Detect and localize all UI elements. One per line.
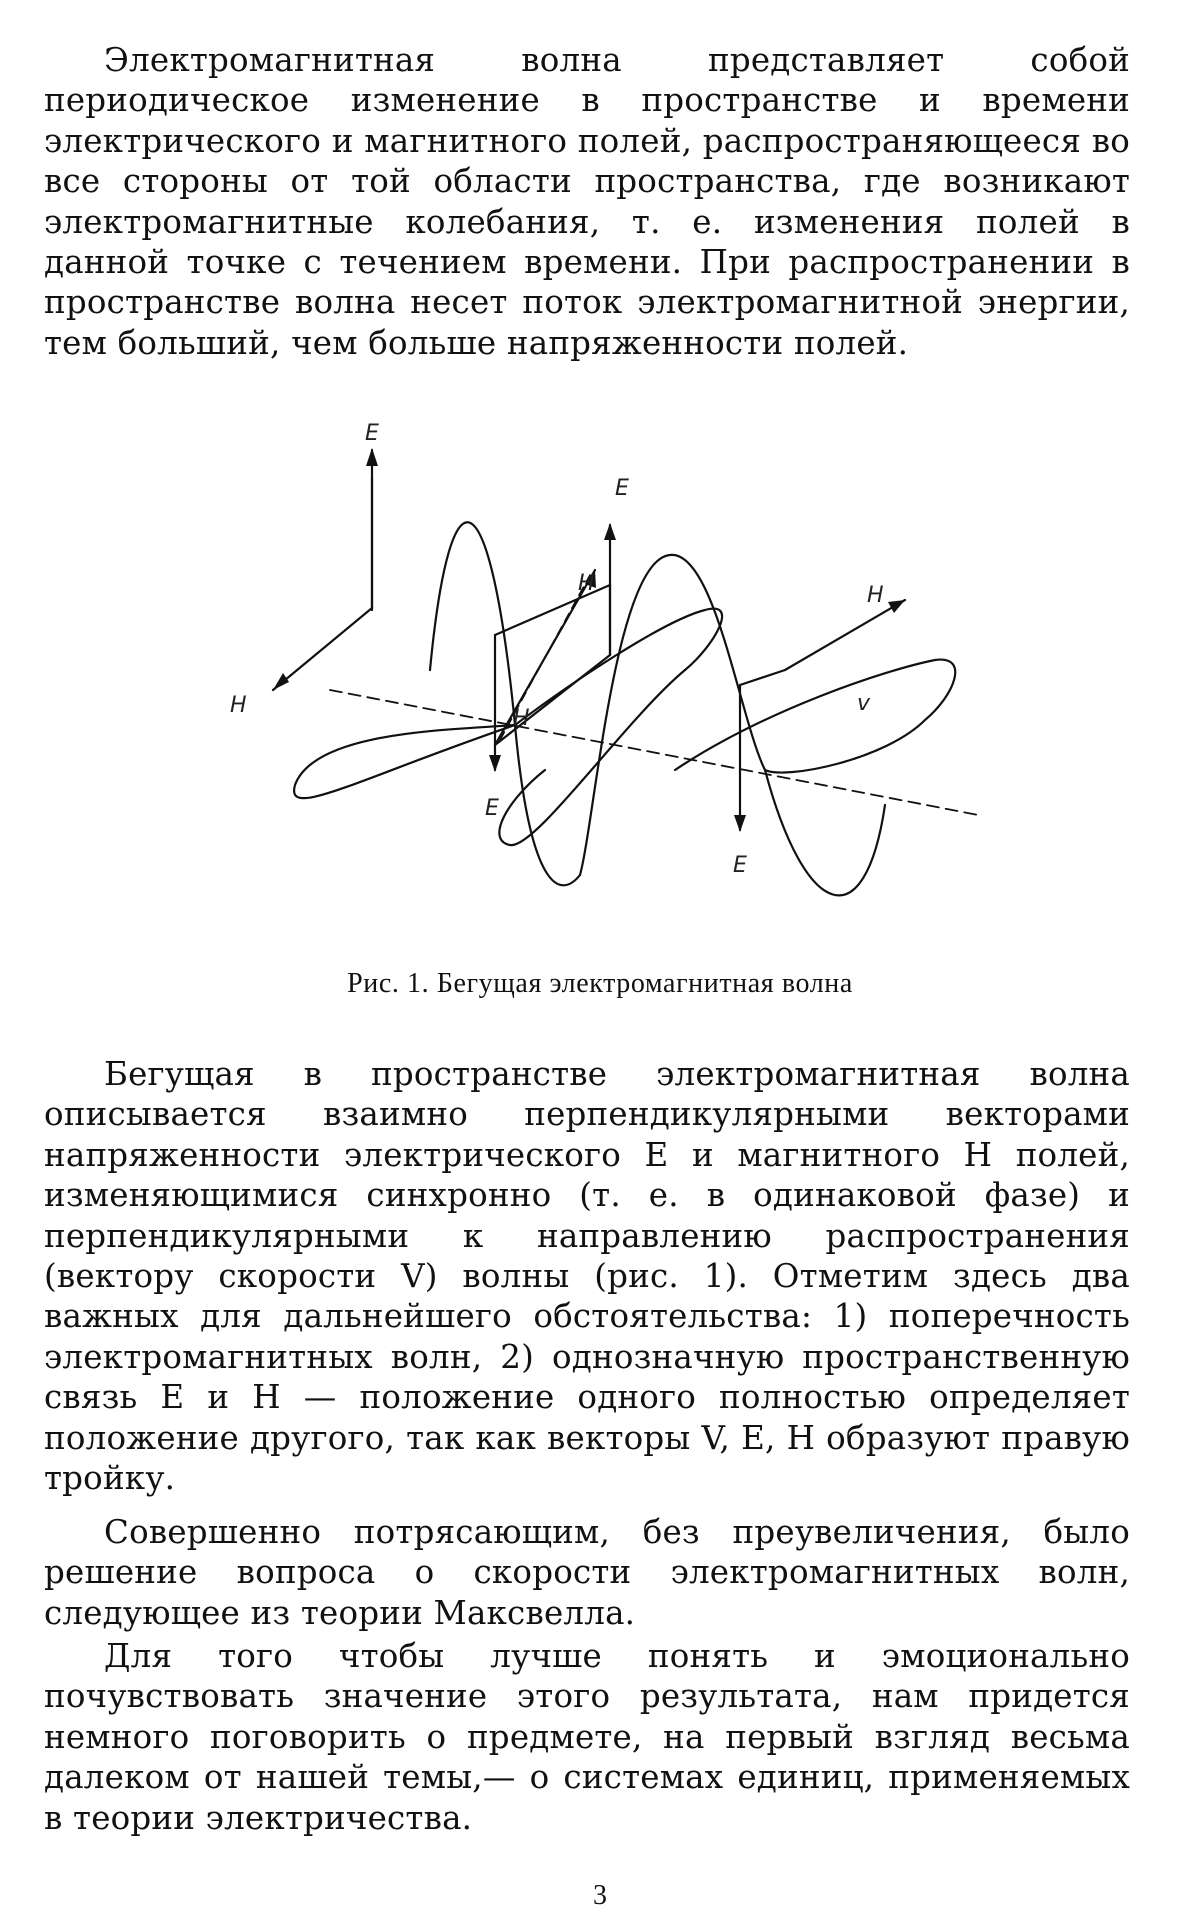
label-v-axis: v (857, 691, 871, 716)
label-h-left: H (230, 693, 247, 718)
plane-line-4 (740, 670, 785, 685)
wave-figure (160, 400, 980, 960)
label-h-right: H (867, 583, 884, 608)
e-field-curve (430, 522, 885, 895)
label-h-small-upper: H (578, 571, 595, 596)
body-paragraph-4 (44, 1636, 1130, 1838)
arrowhead-e-mid (604, 523, 616, 540)
label-h-small-lower: H (513, 706, 530, 731)
h-field-curve-left (294, 725, 515, 798)
wave-diagram (160, 400, 980, 960)
arrowhead-h-right (888, 600, 905, 613)
figure-caption: Рис. 1. Бегущая электромагнитная волна (347, 968, 853, 999)
paragraph-4: Для того чтобы лучше понять и эмоционально почувствовать значение этого результата, нам придется немного поговорить о предмете, на первый взгляд весьма далеком от нашей темы,— о системах единиц, применяемых в теории электричества. (44, 1637, 1130, 1837)
h-field-curve-right (675, 660, 955, 773)
h-vector-right (785, 600, 905, 670)
body-paragraph-3 (44, 1512, 1130, 1633)
body-paragraph-2 (44, 1054, 1130, 1498)
paragraph-2: Бегущая в пространстве электромагнитная волна описывается взаимно перпендикулярными векторами напряженности электрического E и магнитного H полей, изменяющимися синхронно (т. е. в одинаковой фазе) и перпендикулярными к направлению распространения (вектору скорости V) волны (рис. 1). Отметим здесь два важных для дальнейшего обстоятельства: 1) поперечность электромагнитных волн, 2) однозначную пространственную связь E и H — положение одного полностью определяет положение другого, так как векторы V, E, H образуют правую тройку. (44, 1055, 1130, 1498)
label-e-top-left: E (365, 421, 379, 446)
label-e-top-mid: E (615, 476, 629, 501)
h-field-curve-mid (515, 609, 722, 725)
paragraph-1: Электромагнитная волна представляет собой периодическое изменение в пространстве и времени электрического и магнитного полей, распространяющееся во все стороны от той области пространства, где возникают электромагнитные колебания, т. е. изменения полей в данной точке с течением времени. При распространении в пространстве волна несет поток электромагнитной энергии, тем больший, чем больше напряженности полей. (44, 41, 1130, 362)
arrowhead-h-left (273, 673, 289, 690)
arrowhead-e-down-mid (489, 755, 501, 772)
arrowhead-e-left (366, 448, 378, 466)
label-e-bottom-right: E (733, 853, 747, 878)
page-number: 3 (593, 1880, 607, 1911)
h-vector-left (273, 608, 372, 690)
arrowhead-e-down-right (734, 815, 746, 832)
label-e-bottom-mid: E (485, 796, 499, 821)
intro-paragraph (44, 40, 1130, 363)
paragraph-3: Совершенно потрясающим, без преувеличения, было решение вопроса о скорости электромагнитных волн, следующее из теории Максвелла. (44, 1513, 1130, 1632)
